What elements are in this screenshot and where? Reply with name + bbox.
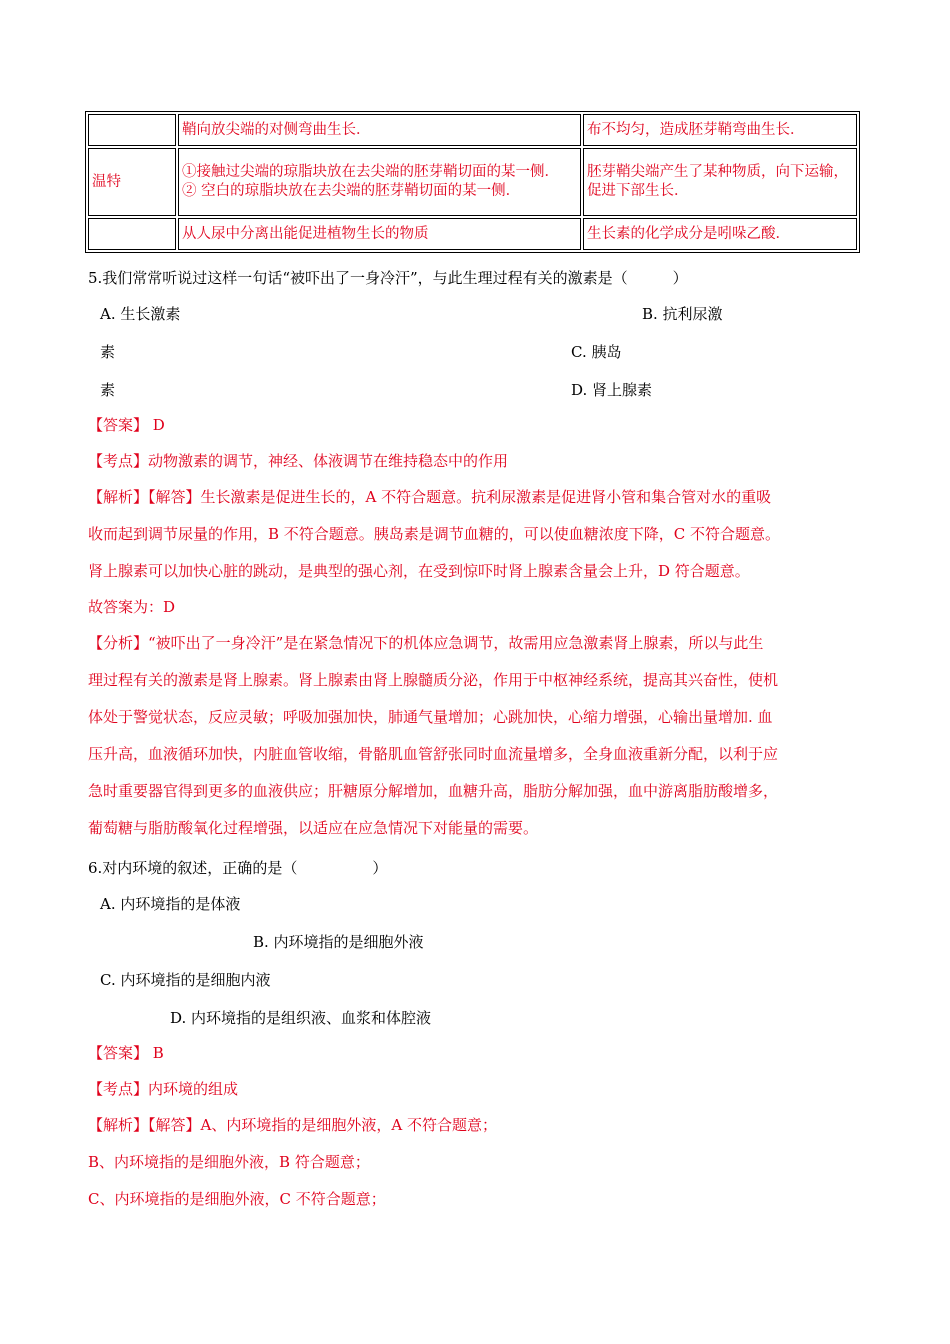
experiment-cell: 鞘向放尖端的对侧弯曲生长． <box>178 114 581 146</box>
q6-answer <box>88 1042 164 1064</box>
scientist-cell <box>88 218 176 250</box>
q6-jiexi: 【解析】【解答】A、内环境指的是细胞外液，A 不符合题意； B、内环境指的是细胞外液，B 符合题意； C、内环境指的是细胞外液，C 不符合题意； <box>88 1116 497 1208</box>
answer-label: 【答案】 <box>88 416 149 434</box>
kaodian-label: 【考点】 <box>88 1080 149 1098</box>
table-row <box>88 114 857 146</box>
table-row <box>88 218 857 250</box>
experiment-cell: 从人尿中分离出能促进植物生长的物质 <box>178 218 581 250</box>
q5-option-b-cont: 素 <box>100 381 116 399</box>
q6-option-a: A. 内环境指的是体液 <box>100 895 241 913</box>
q5-stem: 5.我们常常听说过这样一句话“被吓出了一身冷汗”，与此生理过程有关的激素是（ ） <box>88 269 688 287</box>
conclusion-cell: 生长素的化学成分是吲哚乙酸． <box>583 218 857 250</box>
q6-option-c: C. 内环境指的是细胞内液 <box>100 971 271 989</box>
q5-jiexi: 【解析】【解答】生长激素是促进生长的，A 不符合题意。抗利尿激素是促进肾小管和集合管对水的重吸 收而起到调节尿量的作用，B 不符合题意。胰岛素是调节血糖的，可以使血糖浓度下降，C 不符合题意。 肾上腺素可以加快心脏的跳动，是典型的强心剂，在受到惊吓时肾上腺素含量会上升，D 符合题意。 <box>88 488 781 580</box>
scientist-cell: 温特 <box>88 148 176 216</box>
q5-option-c: C. 胰岛 <box>571 343 622 361</box>
answer-label: 【答案】 <box>88 1044 149 1062</box>
q5-option-b: B. 抗利尿激 <box>642 305 723 323</box>
kaodian-text: 内环境的组成 <box>148 1080 239 1098</box>
q5-answer <box>88 414 165 436</box>
conclusion-cell: 胚芽鞘尖端产生了某种物质，向下运输，促进下部生长． <box>583 148 857 216</box>
fenxi-label: 【分析】 <box>88 634 149 652</box>
q5-kaodian <box>88 450 508 472</box>
jiexi-label: 【解析】 <box>88 488 149 506</box>
q6-stem: 6.对内环境的叙述，正确的是（ ） <box>88 859 388 877</box>
q5-final-answer: 故答案为：D <box>88 598 176 616</box>
conclusion-cell: 布不均匀，造成胚芽鞘弯曲生长． <box>583 114 857 146</box>
q5-option-a: A. 生长激素 <box>100 305 181 323</box>
q5-option-a-cont: 素 <box>100 343 116 361</box>
experiment-table <box>85 111 860 253</box>
answer-value: B <box>152 1044 164 1062</box>
scientist-cell <box>88 114 176 146</box>
q6-option-d: D. 内环境指的是组织液、血浆和体腔液 <box>170 1009 432 1027</box>
q5-fenxi: 【分析】“被吓出了一身冷汗”是在紧急情况下的机体应急调节，故需用应急激素肾上腺素，所以与此生 理过程有关的激素是肾上腺素。肾上腺素由肾上腺髓质分泌，作用于中枢神经系统，提高其兴奋性，使机 体处于警觉状态，反应灵敏；呼吸加强加快，肺通气量增加；心跳加快，心缩力增强，心输出量增加. 血 压升高，血液循环加快，内脏血管收缩，骨骼肌血管舒张同时血流量增多，全身血液重新分配，以利于应 急时重要器官得到更多的血液供应；肝糖原分解增加，血糖升高，脂肪分解加强，血中游离脂肪酸增多， 葡萄糖与脂肪酸氧化过程增强，以适应在应急情况下对能量的需要。 <box>88 634 779 837</box>
experiment-cell: ①接触过尖端的琼脂块放在去尖端的胚芽鞘切面的某一侧． ② 空白的琼脂块放在去尖端的胚芽鞘切面的某一侧． <box>178 148 581 216</box>
q5-option-d: D. 肾上腺素 <box>571 381 653 399</box>
kaodian-label: 【考点】 <box>88 452 149 470</box>
kaodian-text: 动物激素的调节，神经、体液调节在维持稳态中的作用 <box>148 452 509 470</box>
q6-kaodian <box>88 1078 238 1100</box>
jiexi-label: 【解析】 <box>88 1116 149 1134</box>
table-row <box>88 148 857 216</box>
q6-option-b: B. 内环境指的是细胞外液 <box>253 933 424 951</box>
answer-value: D <box>152 416 165 434</box>
